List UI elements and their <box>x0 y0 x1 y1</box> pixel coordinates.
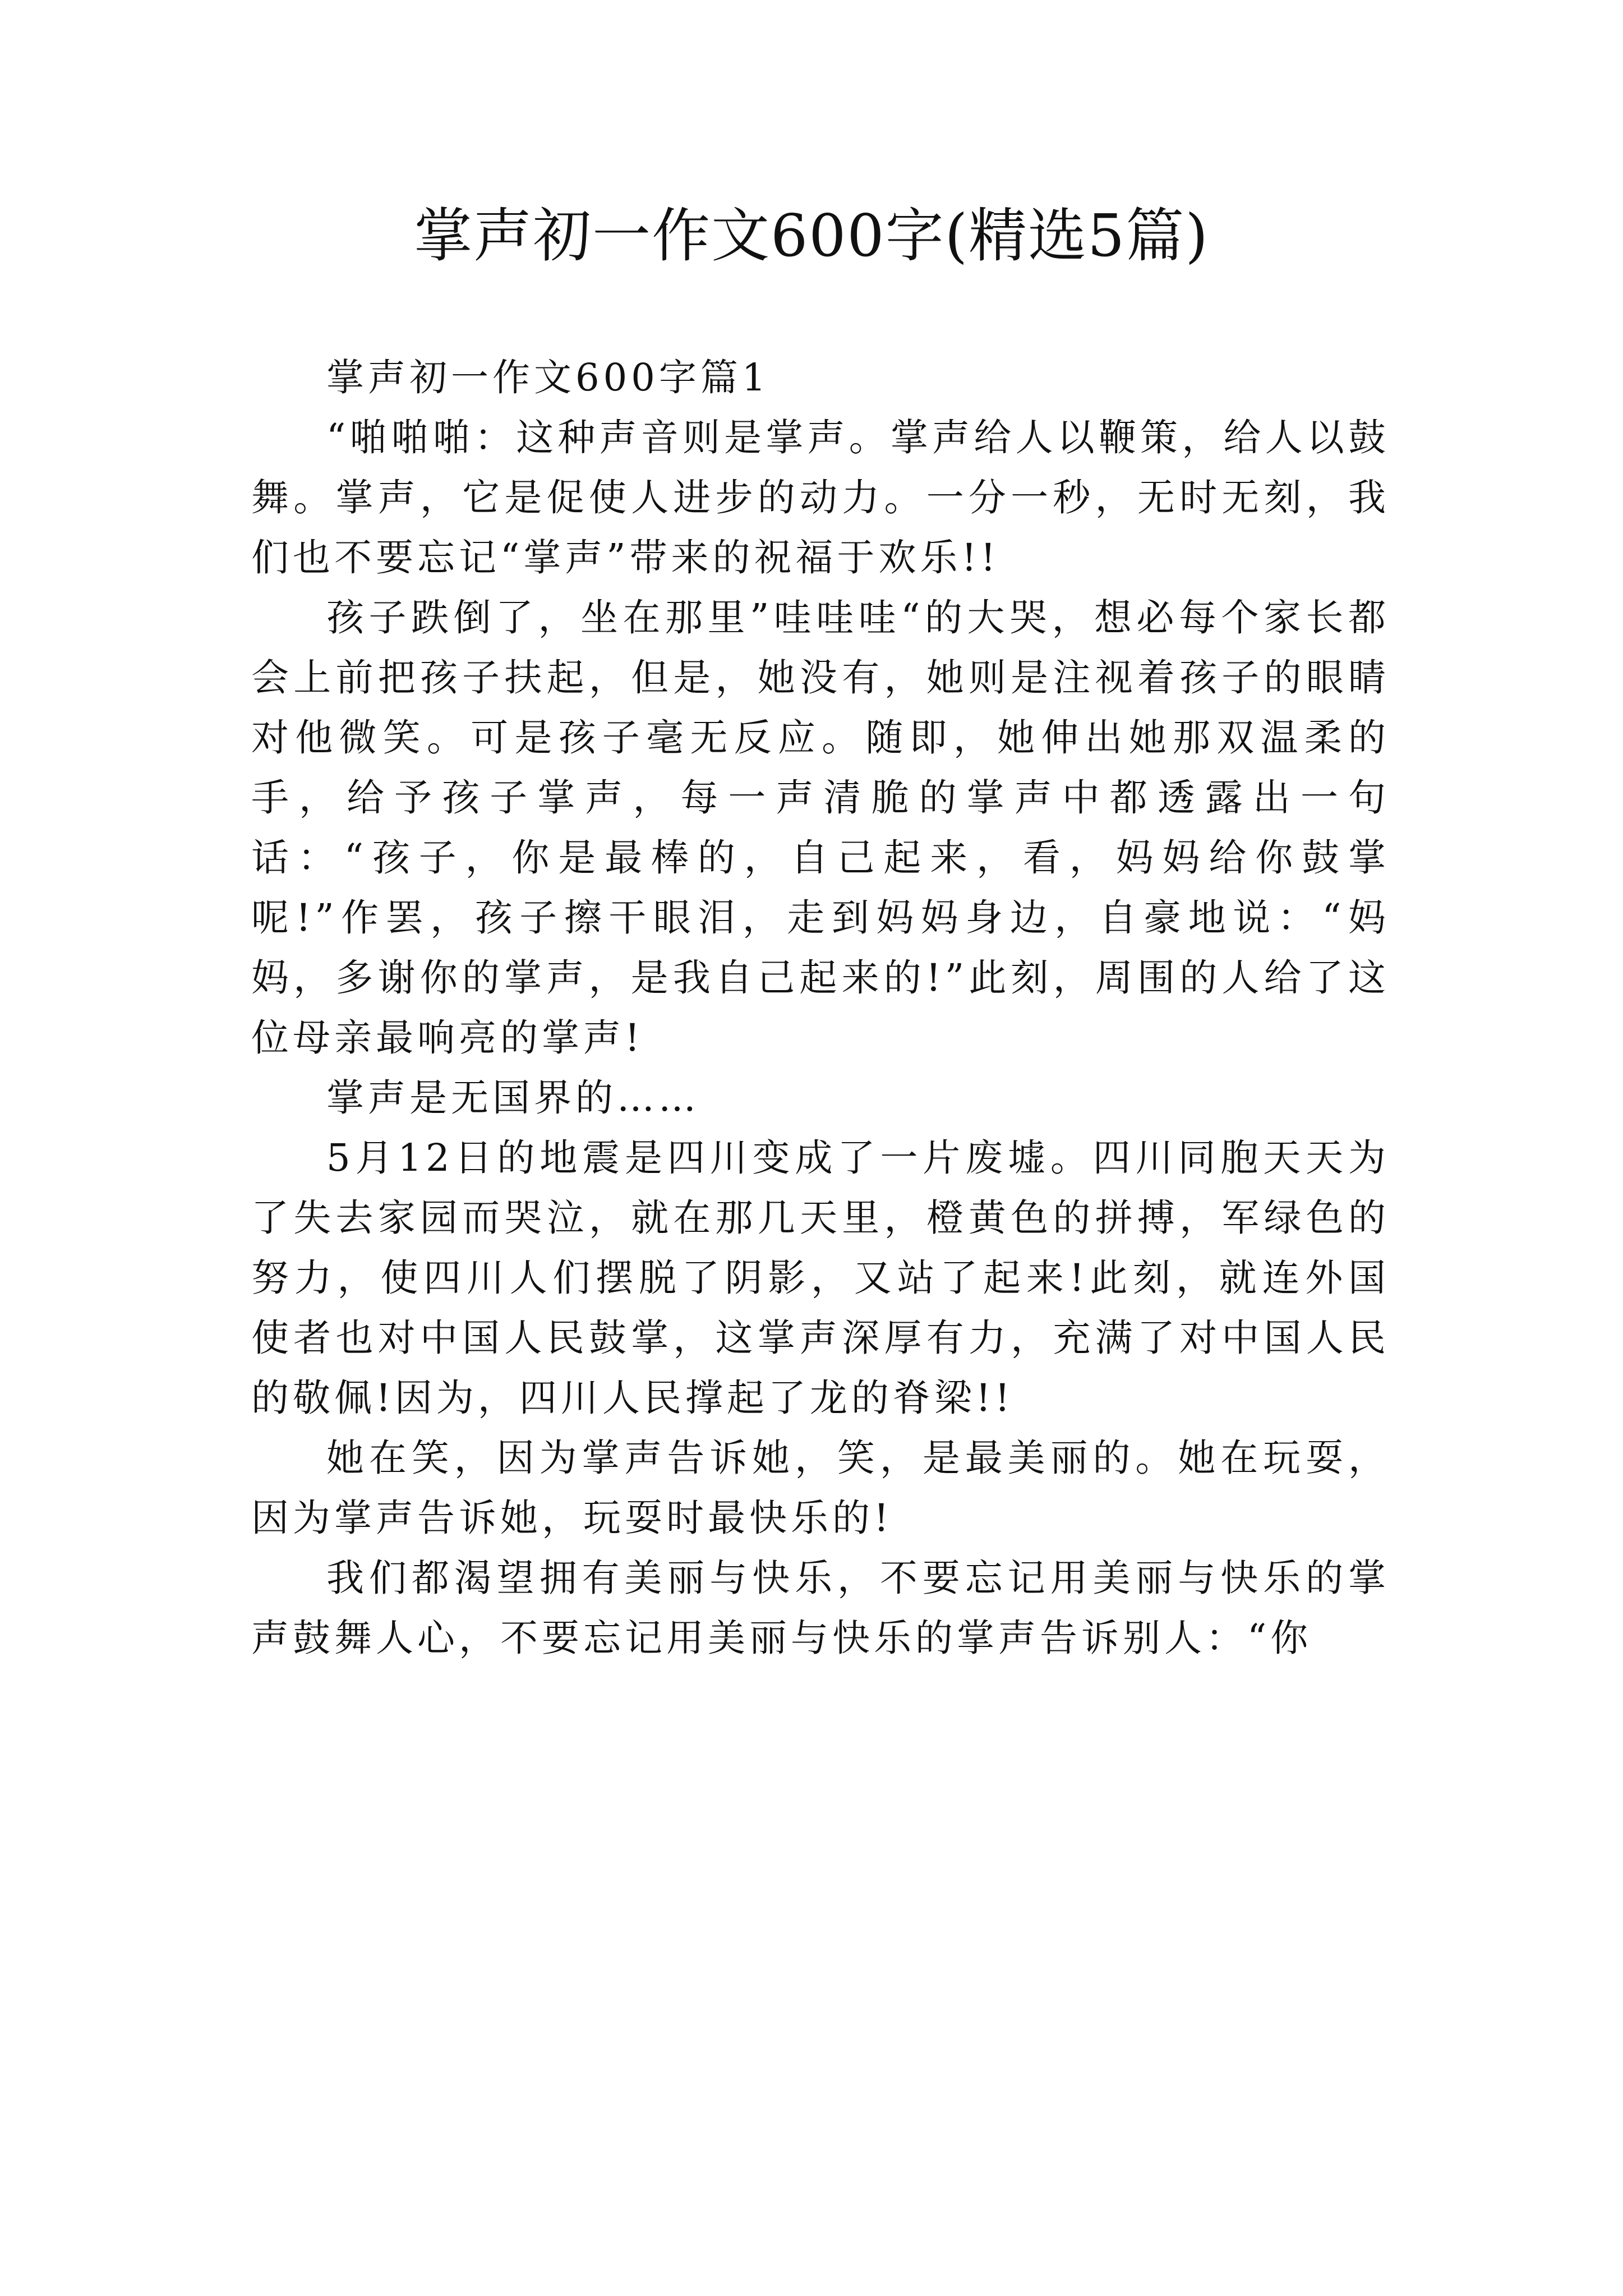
paragraph: 她在笑，因为掌声告诉她，笑，是最美丽的。她在玩耍，因为掌声告诉她，玩耍时最快乐的! <box>251 1436 1390 1540</box>
document-title: 掌声初一作文600字(精选5篇) <box>414 201 1209 270</box>
paragraph: 孩子跌倒了，坐在那里”哇哇哇“的大哭，想必每个家长都会上前把孩子扶起，但是，她没有，她则是注视着孩子的眼睛对他微笑。可是孩子毫无反应。随即，她伸出她那双温柔的手，给予孩子掌声，每一声清脆的掌声中都透露出一句话：“孩子，你是最棒的，自己起来，看，妈妈给你鼓掌呢!”作罢，孩子擦干眼泪，走到妈妈身边，自豪地说：“妈妈，多谢你的掌声，是我自己起来的!”此刻，周围的人给了这位母亲最响亮的掌声! <box>251 596 1390 1060</box>
paragraph: 掌声是无国界的…… <box>326 1076 700 1120</box>
section-heading: 掌声初一作文600字篇1 <box>326 356 770 399</box>
paragraph: “啪啪啪：这种声音则是掌声。掌声给人以鞭策，给人以鼓舞。掌声，它是促使人进步的动力。一分一秒，无时无刻，我们也不要忘记“掌声”带来的祝福于欢乐!! <box>251 416 1390 579</box>
paragraph: 5月12日的地震是四川变成了一片废墟。四川同胞天天为了失去家园而哭泣，就在那几天里，橙黄色的拼搏，军绿色的努力，使四川人们摆脱了阴影，又站了起来!此刻，就连外国使者也对中国人民鼓掌，这掌声深厚有力，充满了对中国人民的敬佩!因为，四川人民撑起了龙的脊梁!! <box>251 1136 1390 1420</box>
document-body <box>251 348 1390 1668</box>
paragraph: 我们都渴望拥有美丽与快乐，不要忘记用美丽与快乐的掌声鼓舞人心，不要忘记用美丽与快乐的掌声告诉别人：“你 <box>251 1556 1390 1660</box>
